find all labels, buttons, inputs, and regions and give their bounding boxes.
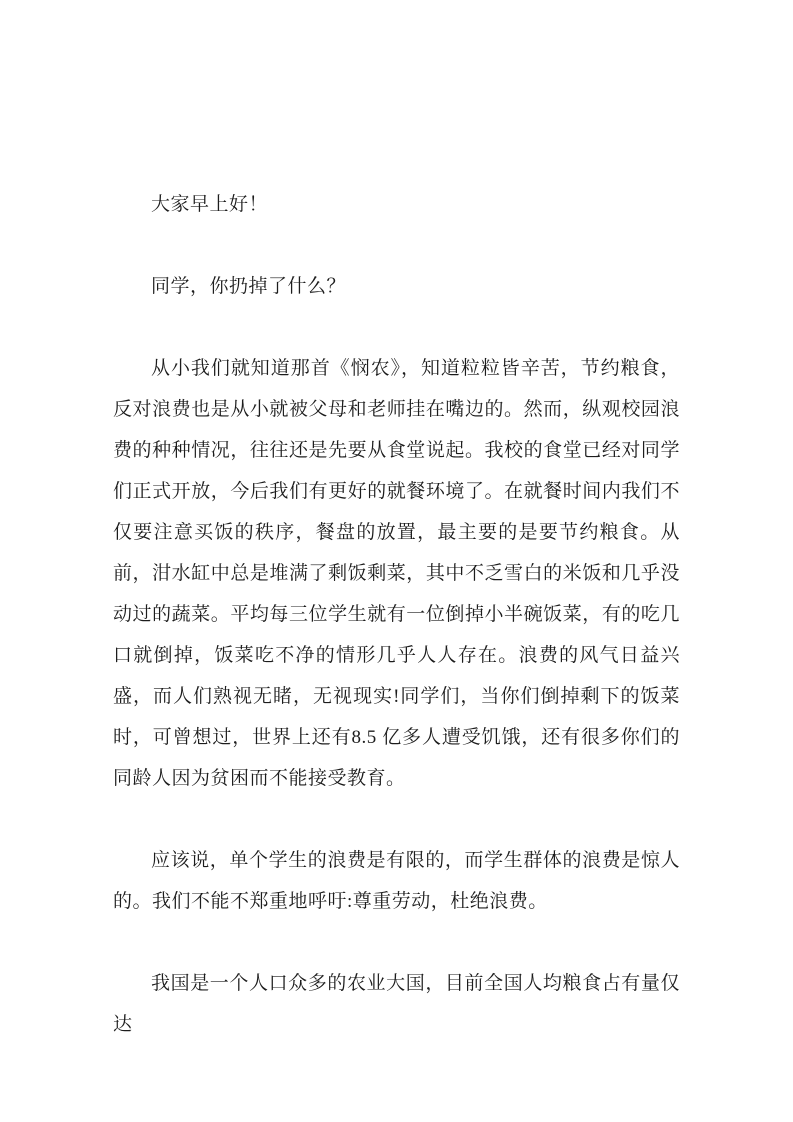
paragraph: 从小我们就知道那首《悯农》，知道粒粒皆辛苦，节约粮食，反对浪费也是从小就被父母和老师挂在嘴边的。然而，纵观校园浪费的种种情况，往往还是先要从食堂说起。我校的食堂已经对同学们正式开放，今后我们有更好的就餐环境了。在就餐时间内我们不仅要注意买饭的秩序，餐盘的放置，最主要的是要节约粮食。从前，泔水缸中总是堆满了剩饭剩菜，其中不乏雪白的米饭和几乎没动过的蔬菜。平均每三位学生就有一位倒掉小半碗饭菜，有的吃几口就倒掉，饭菜吃不净的情形几乎人人存在。浪费的风气日益兴盛，而人们熟视无睹，无视现实!同学们，当你们倒掉剩下的饭菜时，可曾想过，世界上还有8.5 亿多人遭受饥饿，还有很多你们的同龄人因为贫困而不能接受教育。 <box>113 358 680 789</box>
paragraph: 大家早上好！ <box>151 194 269 215</box>
document-body <box>113 184 680 1045</box>
paragraph: 我国是一个人口众多的农业大国，目前全国人均粮食占有量仅达 <box>113 973 680 1035</box>
paragraph: 同学，你扔掉了什么？ <box>151 276 347 297</box>
paragraph: 应该说，单个学生的浪费是有限的，而学生群体的浪费是惊人的。我们不能不郑重地呼吁:尊重劳动，杜绝浪费。 <box>113 850 680 912</box>
